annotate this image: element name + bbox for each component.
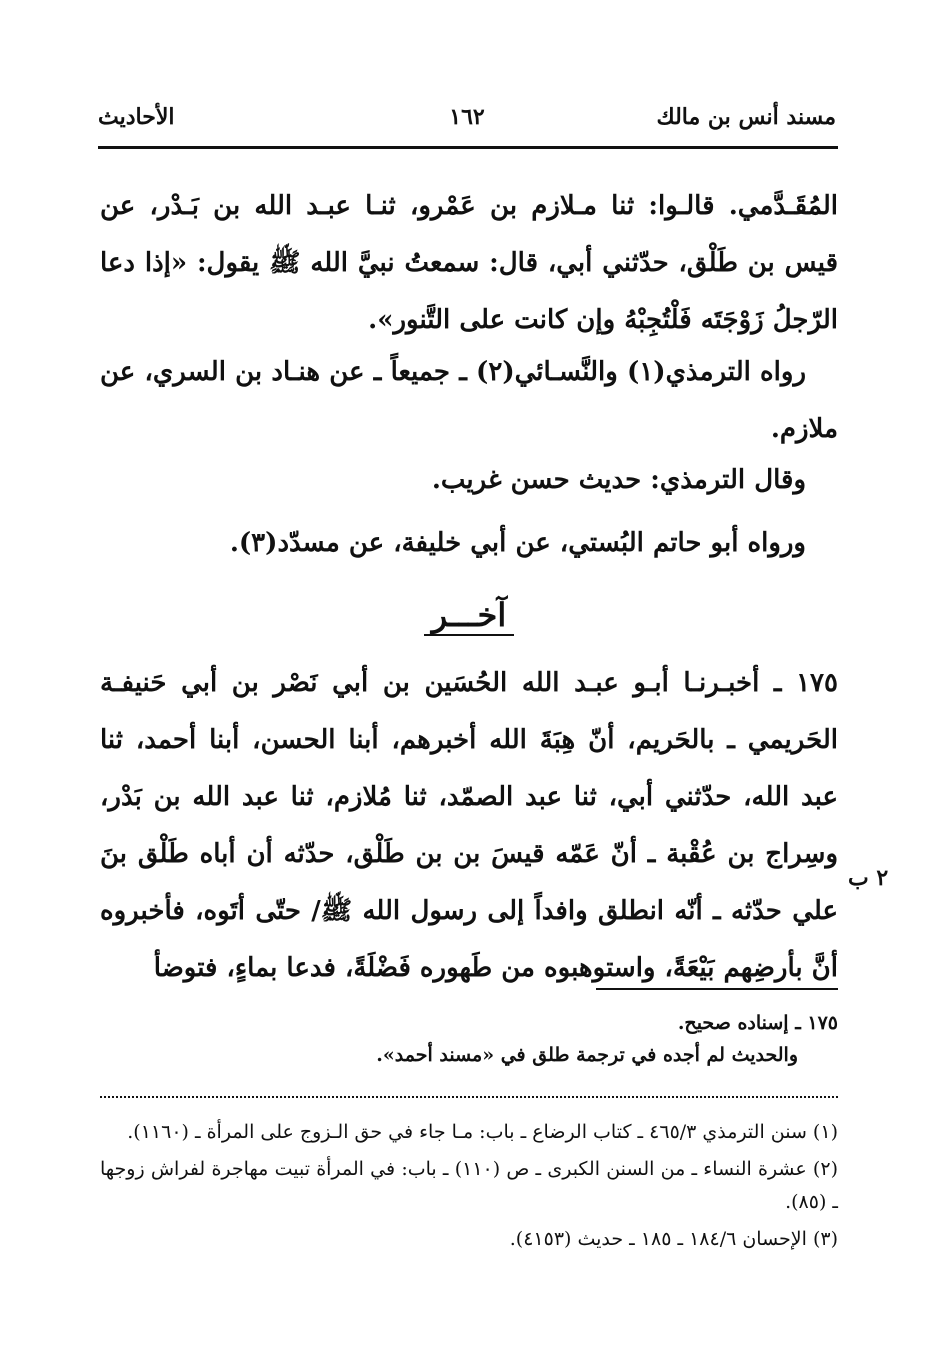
paragraph: رواه الترمذي(١) والنَّسـائي(٢) ـ جميعاً ـ عن هنـاد بن السري، عن ملازم. <box>100 357 838 444</box>
paragraph: ورواه أبو حاتم البُستي، عن أبي خليفة، عن مسدّد(٣). <box>229 528 806 558</box>
busti-narration <box>100 515 838 572</box>
book-title: مسند أنس بن مالك <box>656 104 836 130</box>
section-title: الأحاديث <box>98 104 175 130</box>
footnotes <box>100 1116 838 1260</box>
notes-rule <box>596 988 838 990</box>
footnotes-separator <box>100 1096 838 1098</box>
tirmidhi-grading <box>100 452 838 509</box>
editor-note-isnad: ١٧٥ ـ إسناده صحيح. <box>677 1012 838 1034</box>
takhrij-paragraph <box>100 344 838 458</box>
paragraph: وقال الترمذي: حديث حسن غريب. <box>431 465 806 495</box>
manuscript-folio-marker: ٢ ب <box>848 865 889 891</box>
footnote: (٣) الإحسان ١٨٤/٦ ـ ١٨٥ ـ حديث (٤١٥٣). <box>509 1228 838 1250</box>
paragraph: ١٧٥ ـ أخبـرنـا أبـو عبـد الله الحُسَين بن أبي نَصْر بن أبي حَنيفـة الحَريمي ـ بالحَريم، أنّ هِبَةَ الله أخبرهم، أبنا الحسن، أبنا أحمد، ثنا عبد الله، حدّثني أبي، ثنا عبد الصمّد، ثنا مُلازم، ثنا عبد الله بن بَدْر، وسِراج بن عُقْبة ـ أنّ عَمّه قيسَ بن بن طَلْق، حدّثه أن أباه طَلْق بنَ علي حدّثه ـ أنّه انطلق وافداً إلى رسول الله ﷺ/ حتّى أتَوه، فأخبروه أنَّ بأرضِهم بَيْعَةً، واستوهبوه من طَهوره فَضْلَةً، فدعا بماءٍ، فتوضأ <box>100 668 838 983</box>
section-heading-text: آخـــر <box>424 596 514 636</box>
header-rule <box>98 146 838 149</box>
section-heading <box>100 596 838 634</box>
page-number: ١٦٢ <box>449 104 485 130</box>
hadith-continuation <box>100 178 838 349</box>
running-header <box>98 104 836 144</box>
editor-note-musnad: والحديث لم أجده في ترجمة طلق في «مسند أحمد». <box>376 1044 798 1066</box>
hadith-175 <box>100 655 838 997</box>
footnote: (١) سنن الترمذي ٤٦٥/٣ ـ كتاب الرضاع ـ باب: مـا جاء في حق الـزوج على المرأة ـ (١١٦٠). <box>127 1121 838 1143</box>
footnote: (٢) عشرة النساء ـ من السنن الكبرى ـ ص (١١٠) ـ باب: في المرأة تبيت مهاجرة لفراش زوجها ـ (٨٥). <box>100 1158 838 1213</box>
paragraph: المُقَـدَّمي. قالـوا: ثنا مـلازم بن عَمْرو، ثنـا عبـد الله بن بَـدْر، عن قيس بن طَلْق، حدّثني أبي، قال: سمعتُ نبيَّ الله ﷺ يقول: «إذا دعا الرّجلُ زَوْجَتَه فَلْتُجِبْهُ وإن كانت على التَّنور». <box>100 191 838 335</box>
